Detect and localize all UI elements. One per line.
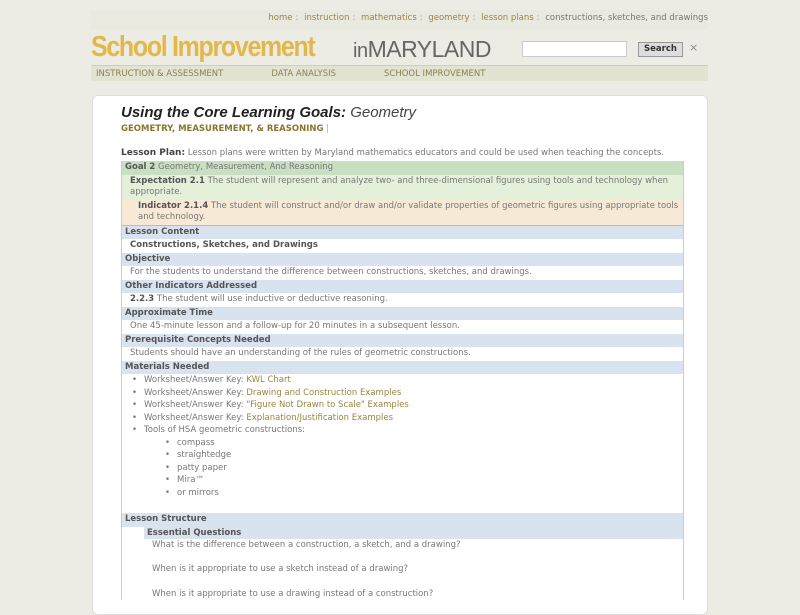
crumb-current: constructions, sketches, and drawings [545, 13, 708, 23]
search-input[interactable] [522, 41, 627, 57]
main-nav [91, 65, 708, 81]
breadcrumb: home : instruction : mathematics : geometry : lesson plans : constructions, sketches, and drawings [91, 10, 708, 30]
list-item: • or mirrors [122, 487, 683, 500]
list-item: • Mira™ [122, 474, 683, 487]
nav-data-analysis[interactable]: DATA ANALYSIS [271, 69, 337, 79]
drawing-construction-link[interactable]: Drawing and Construction Examples [246, 387, 402, 398]
list-item: • Worksheet/Answer Key: "Figure Not Drawn to Scale" Examples [122, 399, 683, 412]
section-header: Prerequisite Concepts Needed [122, 334, 683, 348]
kwl-chart-link[interactable]: KWL Chart [246, 375, 291, 385]
close-icon[interactable]: × [689, 41, 699, 54]
page-title: Using the Core Learning Goals: Geometry [121, 104, 417, 121]
nav-school-improvement[interactable]: SCHOOL IMPROVEMENT [384, 69, 486, 79]
section-header: Other Indicators Addressed [122, 280, 683, 294]
list-item: • straightedge [122, 449, 683, 462]
search-button[interactable]: Search [638, 42, 683, 57]
section-header: Approximate Time [122, 307, 683, 321]
crumb-mathematics[interactable]: mathematics [361, 13, 417, 23]
logo[interactable]: School Improvement [91, 31, 315, 63]
figure-not-drawn-link[interactable]: "Figure Not Drawn to Scale" Examples [246, 400, 409, 410]
goal-row: Goal 2 Geometry, Measurement, And Reasoning [122, 161, 683, 175]
expectation-row: Expectation 2.1 The student will represent and analyze two- and three-dimensional figures using tools and technology when appropriate. [122, 175, 683, 200]
list-item: • Worksheet/Answer Key: KWL Chart [122, 374, 683, 387]
list-item: • Tools of HSA geometric constructions: [122, 424, 683, 437]
lesson-plan-intro: Lesson Plan: Lesson plans were written by Maryland mathematics educators and could be used when teaching the concepts. [121, 148, 665, 158]
lesson-content: Constructions, Sketches, and Drawings [130, 240, 318, 250]
tools-list [122, 437, 683, 500]
page [91, 10, 708, 610]
crumb-home[interactable]: home [268, 13, 293, 23]
lesson-table [121, 161, 684, 600]
objective: For the students to understand the difference between constructions, sketches, and drawings. [130, 267, 532, 277]
question: What is the difference between a construction, a sketch, and a drawing? [152, 539, 461, 550]
content-panel [92, 95, 708, 615]
prerequisites: Students should have an understanding of the rules of geometric constructions. [130, 348, 471, 358]
list-item: • Worksheet/Answer Key: Explanation/Justification Examples [122, 412, 683, 425]
question: When is it appropriate to use a sketch instead of a drawing? [152, 564, 409, 574]
materials-list [122, 374, 683, 499]
logo-state: inMARYLAND [353, 36, 491, 62]
essential-questions-header: Essential Questions [144, 527, 683, 539]
section-header: Lesson Content [122, 226, 683, 240]
explanation-link[interactable]: Explanation/Justification Examples [246, 412, 394, 423]
crumb-geometry[interactable]: geometry [428, 13, 470, 23]
list-item: • patty paper [122, 462, 683, 475]
section-header: Objective [122, 253, 683, 267]
other-indicators: 2.2.3 The student will use inductive or deductive reasoning. [130, 294, 388, 304]
section-header: Materials Needed [122, 361, 683, 375]
masthead [91, 30, 708, 65]
list-item: • compass [122, 437, 683, 450]
crumb-instruction[interactable]: instruction [304, 13, 350, 23]
indicator-row: Indicator 2.1.4 The student will construct and/or draw and/or validate properties of geometric figures using appropriate tools and technology. [122, 200, 683, 226]
subtitle: GEOMETRY, MEASUREMENT, & REASONING | [121, 124, 330, 134]
crumb-lesson-plans[interactable]: lesson plans [481, 13, 534, 23]
approximate-time: One 45-minute lesson and a follow-up for 20 minutes in a subsequent lesson. [130, 321, 460, 331]
list-item: • Worksheet/Answer Key: Drawing and Construction Examples [122, 387, 683, 400]
nav-instruction[interactable]: INSTRUCTION & ASSESSMENT [96, 69, 224, 79]
question: When is it appropriate to use a drawing instead of a construction? [152, 588, 434, 599]
section-header: Lesson Structure [122, 513, 683, 527]
